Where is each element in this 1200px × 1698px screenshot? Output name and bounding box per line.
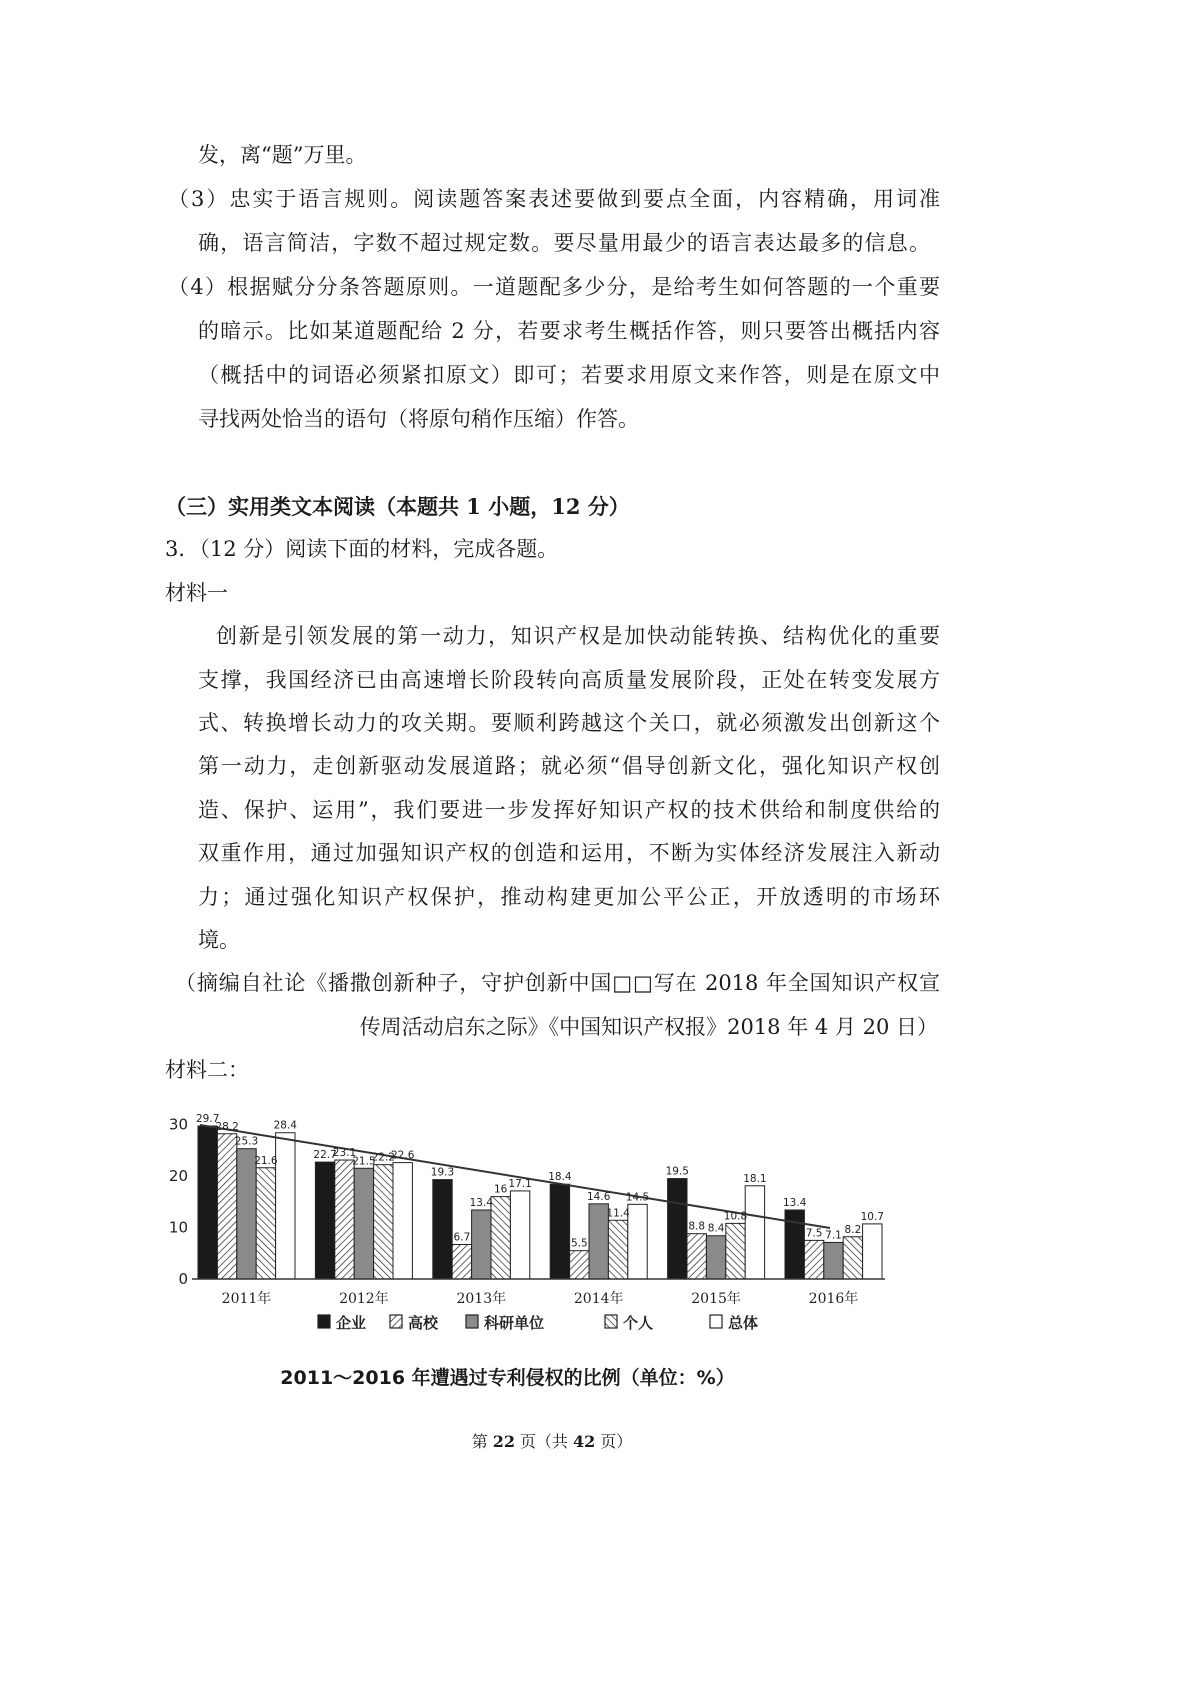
bar: [472, 1210, 491, 1279]
footer-middle: 页（共: [519, 1432, 568, 1451]
data-label: 21.6: [254, 1154, 278, 1167]
paragraph-line: 造、保护、运用”，我们要进一步发挥好知识产权的技术供给和制度供给的: [198, 797, 940, 822]
data-label: 13.4: [783, 1196, 807, 1209]
footer-suffix: 页）: [600, 1432, 633, 1451]
legend-label: 科研单位: [484, 1314, 545, 1332]
category-label: 2012年: [339, 1291, 389, 1307]
paragraph-line: 第一动力，走创新驱动发展道路；就必须“倡导创新文化，强化知识产权创: [198, 754, 940, 779]
source-citation-line: （摘编自社论《播撒创新种子，守护创新中国□□写在 2018 年全国知识产权宣: [175, 971, 940, 996]
legend-swatch: [605, 1315, 617, 1328]
bar: [863, 1224, 882, 1279]
bar: [843, 1237, 862, 1279]
section-heading: （三）实用类文本阅读（本题共 1 小题，12 分）: [165, 494, 630, 519]
question-stem: 3．（12 分）阅读下面的材料，完成各题。: [165, 537, 559, 562]
data-label: 13.4: [469, 1196, 493, 1209]
y-tick-label: 30: [168, 1115, 188, 1134]
legend-swatch: [390, 1315, 402, 1328]
data-label: 11.4: [606, 1207, 630, 1220]
legend-swatch: [318, 1315, 330, 1328]
bar: [374, 1165, 393, 1279]
bar: [354, 1168, 373, 1279]
bar: [393, 1163, 412, 1279]
bar: [315, 1162, 334, 1279]
paragraph-line: 双重作用，通过加强知识产权的创造和运用，不断为实体经济发展注入新动: [198, 841, 940, 866]
data-label: 25.3: [234, 1135, 259, 1148]
text-line: （4）根据赋分分条答题原则。一道题配多少分，是给考生如何答题的一个重要: [168, 275, 940, 299]
text-line: 寻找两处恰当的语句（将原句稍作压缩）作答。: [198, 407, 639, 431]
legend-swatch: [466, 1315, 478, 1328]
bar: [726, 1223, 745, 1279]
data-label: 22.6: [391, 1149, 415, 1162]
data-label: 19.5: [665, 1165, 689, 1178]
bar: [510, 1191, 529, 1279]
data-label: 16: [494, 1183, 508, 1196]
bar: [824, 1242, 843, 1279]
reading-section-block: [0, 485, 1200, 1092]
y-tick-label: 20: [168, 1167, 188, 1185]
y-tick-label: 0: [178, 1270, 188, 1288]
bar: [550, 1184, 569, 1279]
category-label: 2014年: [573, 1291, 624, 1307]
data-label: 14.5: [625, 1191, 650, 1204]
data-label: 7.5: [805, 1227, 823, 1240]
bar: [668, 1179, 687, 1279]
footer-prefix: 第: [471, 1432, 488, 1451]
text-line: 的暗示。比如某道题配给 2 分，若要求考生概括作答，则只要答出概括内容: [198, 319, 940, 343]
data-label: 29.7: [196, 1113, 220, 1126]
bar: [335, 1160, 354, 1279]
category-label: 2011年: [221, 1291, 272, 1307]
bar: [198, 1126, 217, 1279]
data-label: 22.2: [371, 1151, 395, 1164]
bar: [745, 1186, 764, 1279]
data-label: 28.2: [215, 1120, 239, 1133]
text-line: （3）忠实于语言规则。阅读题答案表述要做到要点全面，内容精确，用词准: [168, 187, 940, 211]
legend-label: 总体: [728, 1314, 759, 1332]
data-label: 14.6: [587, 1190, 611, 1203]
text-line: 确，语言简洁，字数不超过规定数。要尽量用最少的语言表达最多的信息。: [198, 231, 930, 255]
bar: [276, 1133, 295, 1279]
data-label: 8.2: [844, 1223, 862, 1236]
legend-label: 高校: [408, 1314, 439, 1332]
data-label: 8.8: [688, 1220, 706, 1233]
bar: [628, 1204, 647, 1279]
data-label: 28.4: [273, 1119, 297, 1132]
category-label: 2013年: [456, 1291, 507, 1307]
source-citation-line: 传周活动启东之际》《中国知识产权报》2018 年 4 月 20 日）: [359, 1014, 938, 1039]
answer-points-block: [0, 133, 1200, 441]
text-line: 发，离“题”万里。: [198, 143, 367, 167]
data-label: 8.4: [707, 1222, 725, 1235]
total-page-count: 42: [573, 1432, 596, 1451]
legend-swatch: [710, 1315, 722, 1328]
patent-infringement-bar-chart: [150, 1095, 910, 1340]
data-label: 5.5: [570, 1237, 588, 1250]
bar: [608, 1220, 627, 1279]
bar: [237, 1149, 256, 1279]
material-one-label: 材料一: [165, 580, 228, 605]
bar: [687, 1234, 706, 1279]
text-line: （概括中的词语必须紧扣原文）即可；若要求用原文来作答，则是在原文中: [198, 363, 940, 387]
data-label: 17.1: [508, 1177, 532, 1190]
paragraph-line: 境。: [198, 927, 240, 952]
data-label: 10.8: [723, 1210, 748, 1223]
paragraph-line: 创新是引领发展的第一动力，知识产权是加快动能转换、结构优化的重要: [216, 624, 940, 649]
y-tick-label: 10: [168, 1218, 188, 1237]
legend-label: 个人: [623, 1314, 654, 1332]
paragraph-line: 力；通过强化知识产权保护，推动构建更加公平公正，开放透明的市场环: [198, 884, 940, 909]
page-footer: [402, 1430, 702, 1454]
data-label: 23.1: [332, 1147, 357, 1160]
data-label: 21.5: [352, 1155, 376, 1168]
material-two-label: 材料二：: [165, 1058, 249, 1083]
paragraph-line: 式、转换增长动力的攻关期。要顺利跨越这个关口，就必须激发出创新这个: [198, 710, 940, 735]
data-label: 18.4: [548, 1171, 572, 1184]
bar: [491, 1197, 510, 1279]
data-label: 7.1: [825, 1229, 842, 1242]
bar: [452, 1244, 471, 1279]
data-label: 19.3: [430, 1166, 455, 1179]
bar: [433, 1180, 452, 1279]
paragraph-line: 支撑，我国经济已由高速增长阶段转向高质量发展阶段，正处在转变发展方: [198, 667, 940, 692]
category-label: 2015年: [691, 1291, 741, 1307]
data-label: 10.7: [860, 1210, 884, 1223]
bar: [570, 1251, 589, 1279]
chart-caption: 2011～2016 年遭遇过专利侵权的比例（单位：%）: [280, 1367, 735, 1389]
category-label: 2016年: [808, 1291, 859, 1307]
bar: [217, 1134, 236, 1279]
bar: [706, 1236, 725, 1279]
current-page-number: 22: [492, 1432, 515, 1451]
bar: [804, 1240, 823, 1279]
data-label: 18.1: [743, 1172, 767, 1185]
data-label: 6.7: [453, 1231, 471, 1244]
data-label: 22.7: [313, 1149, 337, 1162]
legend-label: 企业: [336, 1314, 367, 1332]
bar: [256, 1168, 275, 1279]
